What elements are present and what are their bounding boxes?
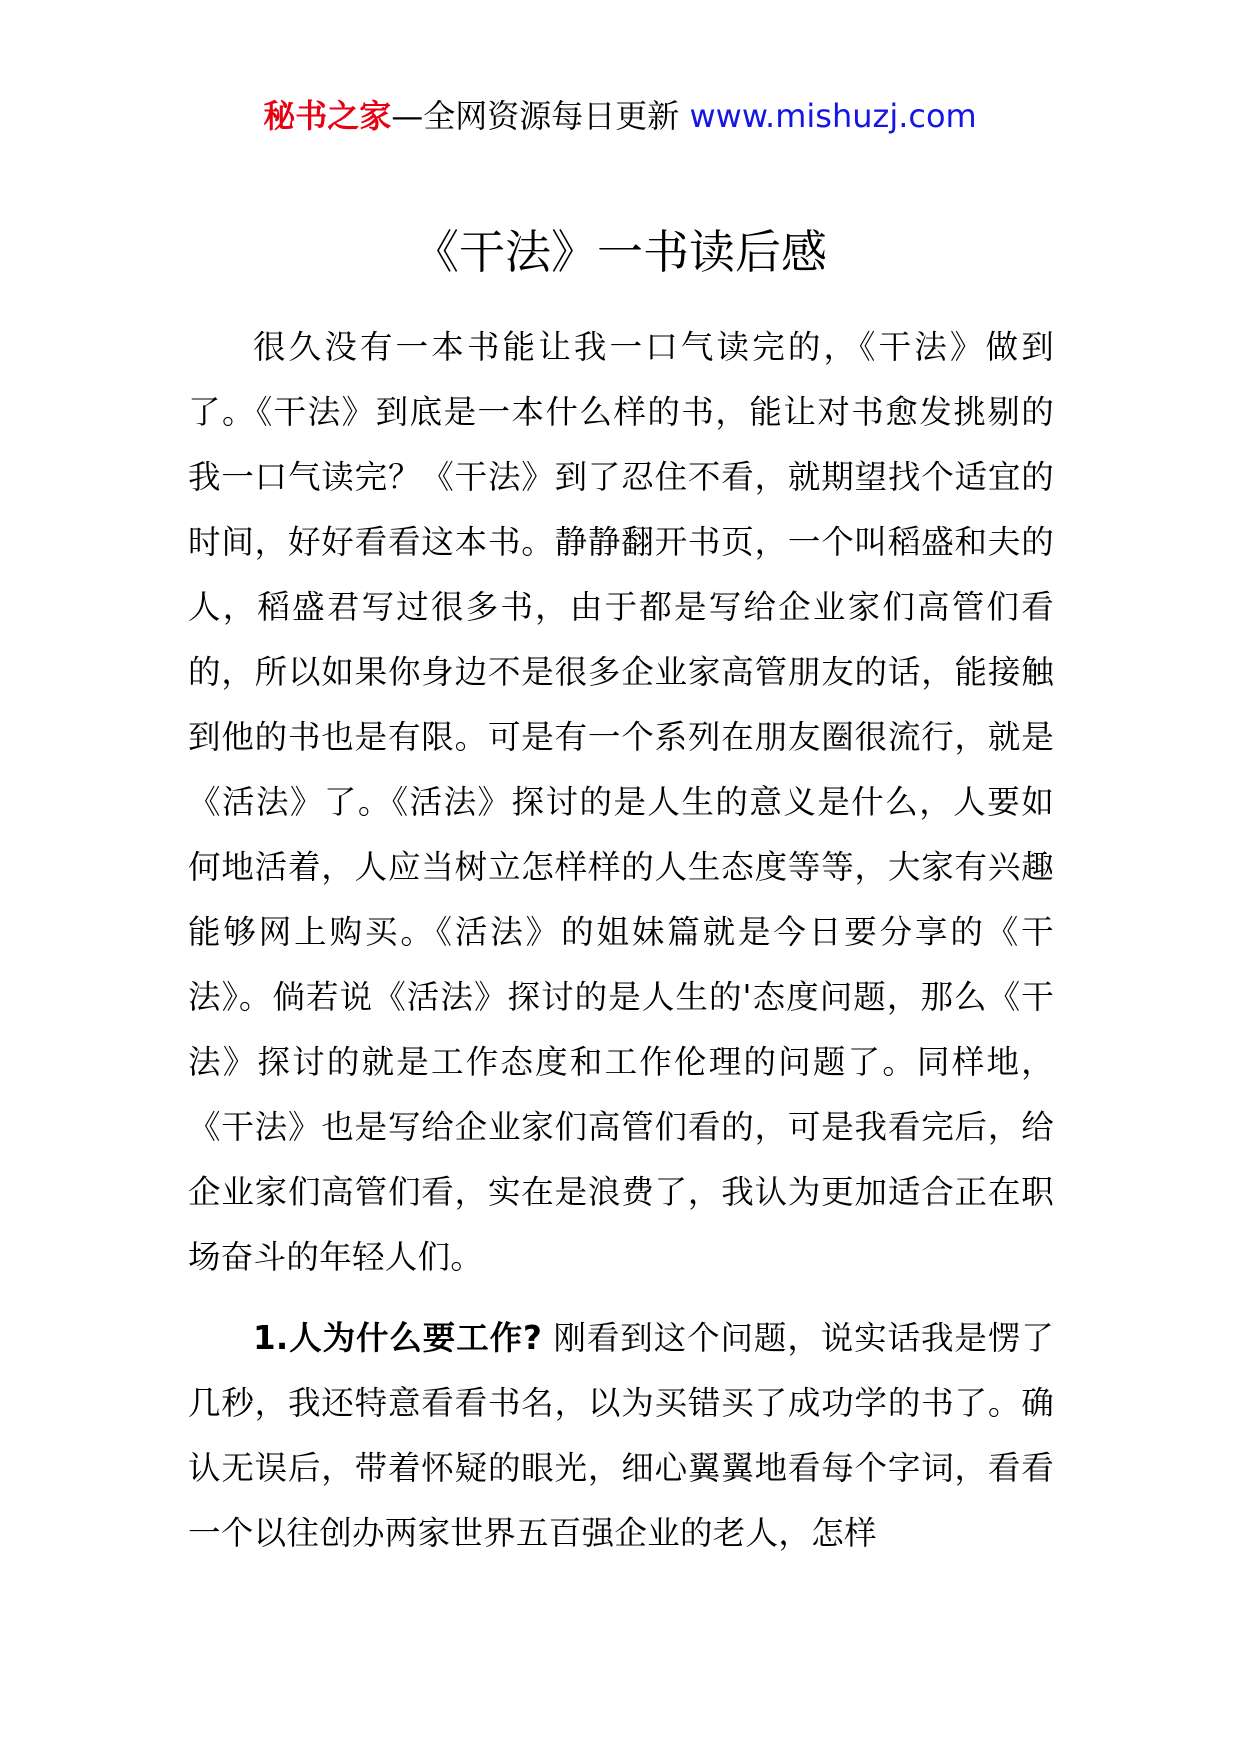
document-title: 《干法》一书读后感 [413, 225, 827, 279]
site-brand: 秘书之家 [263, 97, 392, 135]
paragraph-1: 很久没有一本书能让我一口气读完的，《干法》做到了。《干法》到底是一本什么样的书，能让对书愈发挑剔的我一口气读完？《干法》到了忍住不看，就期望找个适宜的时间，好好看看这本书。静静翻开书页，一个叫稻盛和夫的人，稻盛君写过很多书，由于都是写给企业家们高管们看的，所以如果你身边不是很多企业家高管朋友的话，能接触到他的书也是有限。可是有一个系列在朋友圈很流行，就是《活法》了。《活法》探讨的是人生的意义是什么，人要如何地活着，人应当树立怎样样的人生态度等等，大家有兴趣能够网上购买。《活法》的姐妹篇就是今日要分享的《干法》。倘若说《活法》探讨的是人生的'态度问题，那么《干法》探讨的就是工作态度和工作伦理的问题了。同样地，《干法》也是写给企业家们高管们看的，可是我看完后，给企业家们高管们看，实在是浪费了，我认为更加适合正在职场奋斗的年轻人们。 [188, 328, 1054, 1276]
paragraph-2 [188, 1306, 1054, 1566]
site-slogan: —全网资源每日更新 [391, 97, 680, 135]
site-url-link[interactable]: www.mishuzj.com [689, 97, 977, 135]
site-header [0, 96, 1240, 136]
section-heading: 1.人为什么要工作? [253, 1319, 543, 1357]
paragraph-2-text: 刚看到这个问题，说实话我是愣了几秒，我还特意看看书名，以为买错买了成功学的书了。确认无误后，带着怀疑的眼光，细心翼翼地看每个字词，看看一个以往创办两家世界五百强企业的老人，怎样 [188, 1319, 1054, 1552]
